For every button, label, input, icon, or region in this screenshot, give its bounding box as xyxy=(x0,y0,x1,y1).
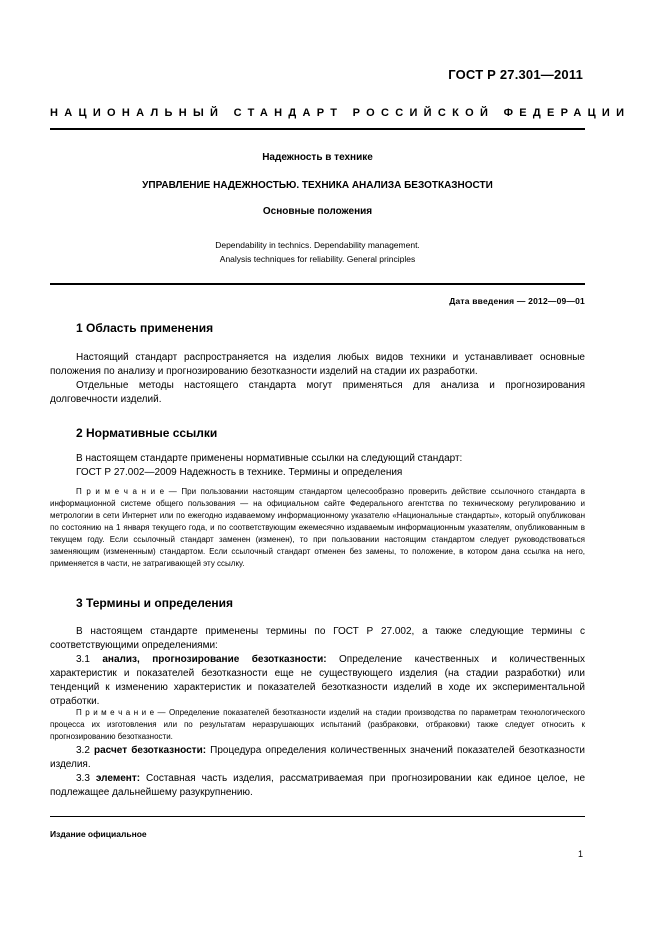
term-3-1-number: 3.1 xyxy=(76,654,90,665)
section1-body xyxy=(50,351,585,407)
english-title-line1: Dependability in technics. Dependability management. xyxy=(215,240,420,250)
term-3-3 xyxy=(50,772,585,800)
gost-code: ГОСТ Р 27.301—2011 xyxy=(448,67,583,82)
middle-rule xyxy=(50,283,585,285)
official-edition: Издание официальное xyxy=(50,829,147,839)
section3-body-cont xyxy=(50,744,585,800)
national-standard-banner: НАЦИОНАЛЬНЫЙ СТАНДАРТ РОССИЙСКОЙ ФЕДЕРАЦИИ xyxy=(50,107,631,119)
footer-rule xyxy=(50,816,585,817)
term-3-2-term: расчет безотказности: xyxy=(94,745,207,756)
section2-note-label: П р и м е ч а н и е — xyxy=(76,487,177,496)
section3-note xyxy=(50,707,585,743)
term-3-2 xyxy=(50,744,585,772)
top-rule xyxy=(50,128,585,130)
section2-heading: 2 Нормативные ссылки xyxy=(76,426,218,440)
section2-note-text: При пользовании настоящим стандартом целесообразно проверить действие ссылочного стандарта в информационной системе общего пользования — на официальном сайте Федерального агентства по техническому регулированию и метрологии в сети Интернет или по ежегодно издаваемому информационному указателю «Национальные стандарты», который опубликован по состоянию на 1 января текущего года, и по соответствующим ежемесячно издаваемым информационным указателям, опубликованным в текущем году. Если ссылочный стандарт заменен (изменен), то при пользовании настоящим стандартом следует руководствоваться заменяющим (измененным) стандартом. Если ссылочный стандарт отменен без замены, то положение, в котором дана ссылка на него, применяется в части, не затрагивающей эту ссылку. xyxy=(50,487,585,568)
subject-line: Надежность в технике xyxy=(262,152,373,163)
page-number: 1 xyxy=(578,849,584,859)
english-title-line2: Analysis techniques for reliability. General principles xyxy=(219,254,416,264)
term-3-1-term: анализ, прогнозирование безотказности: xyxy=(102,654,327,665)
main-title: УПРАВЛЕНИЕ НАДЕЖНОСТЬЮ. ТЕХНИКА АНАЛИЗА БЕЗОТКАЗНОСТИ xyxy=(142,180,493,191)
term-3-3-number: 3.3 xyxy=(76,773,90,784)
section2-body xyxy=(50,452,585,480)
term-3-3-definition: Составная часть изделия, рассматриваемая при прогнозировании как единое целое, не подлежащее дальнейшему разукрупнению. xyxy=(50,773,586,798)
section3-heading: 3 Термины и определения xyxy=(76,596,234,610)
section1-paragraph2: Отдельные методы настоящего стандарта могут применяться для анализа и прогнозирования долговечности изделий. xyxy=(50,380,585,405)
section2-paragraph1: В настоящем стандарте применены нормативные ссылки на следующий стандарт: xyxy=(76,453,463,464)
term-3-2-number: 3.2 xyxy=(76,745,90,756)
section3-intro: В настоящем стандарте применены термины по ГОСТ Р 27.002, а также следующие термины с соответствующими определениями: xyxy=(50,626,585,651)
section3-note-text: Определение показателей безотказности изделий на стадии производства по параметрам технологического процесса их изготовления или по результатам неразрушающих испытаний (разбраковки, отбраковки) также следует относить к прогнозированию безотказности. xyxy=(50,708,586,741)
term-3-3-term: элемент: xyxy=(95,773,141,784)
term-3-1 xyxy=(50,653,585,709)
section1-heading: 1 Область применения xyxy=(76,321,214,335)
section2-note xyxy=(50,486,585,570)
date-of-introduction: Дата введения — 2012—09—01 xyxy=(449,296,585,306)
term-3-1-definition: Определение качественных и количественных характеристик и показателей безотказности еще не существующего изделия (на стадии разработки) или тенденций к изменению характеристик и показателей безотказности изделий в ходе их экспериментальной отработки. xyxy=(50,654,585,707)
subtitle: Основные положения xyxy=(262,206,373,217)
english-title xyxy=(50,238,585,266)
section2-reference: ГОСТ Р 27.002—2009 Надежность в технике. Термины и определения xyxy=(76,467,403,478)
term-3-2-definition: Процедура определения количественных значений показателей безотказности изделия. xyxy=(50,745,586,770)
section3-note-label: П р и м е ч а н и е — xyxy=(76,708,166,717)
section1-paragraph1: Настоящий стандарт распространяется на изделия любых видов техники и устанавливает основные положения по анализу и прогнозированию безотказности изделий на стадии их разработки. xyxy=(50,352,585,377)
section3-body xyxy=(50,625,585,709)
